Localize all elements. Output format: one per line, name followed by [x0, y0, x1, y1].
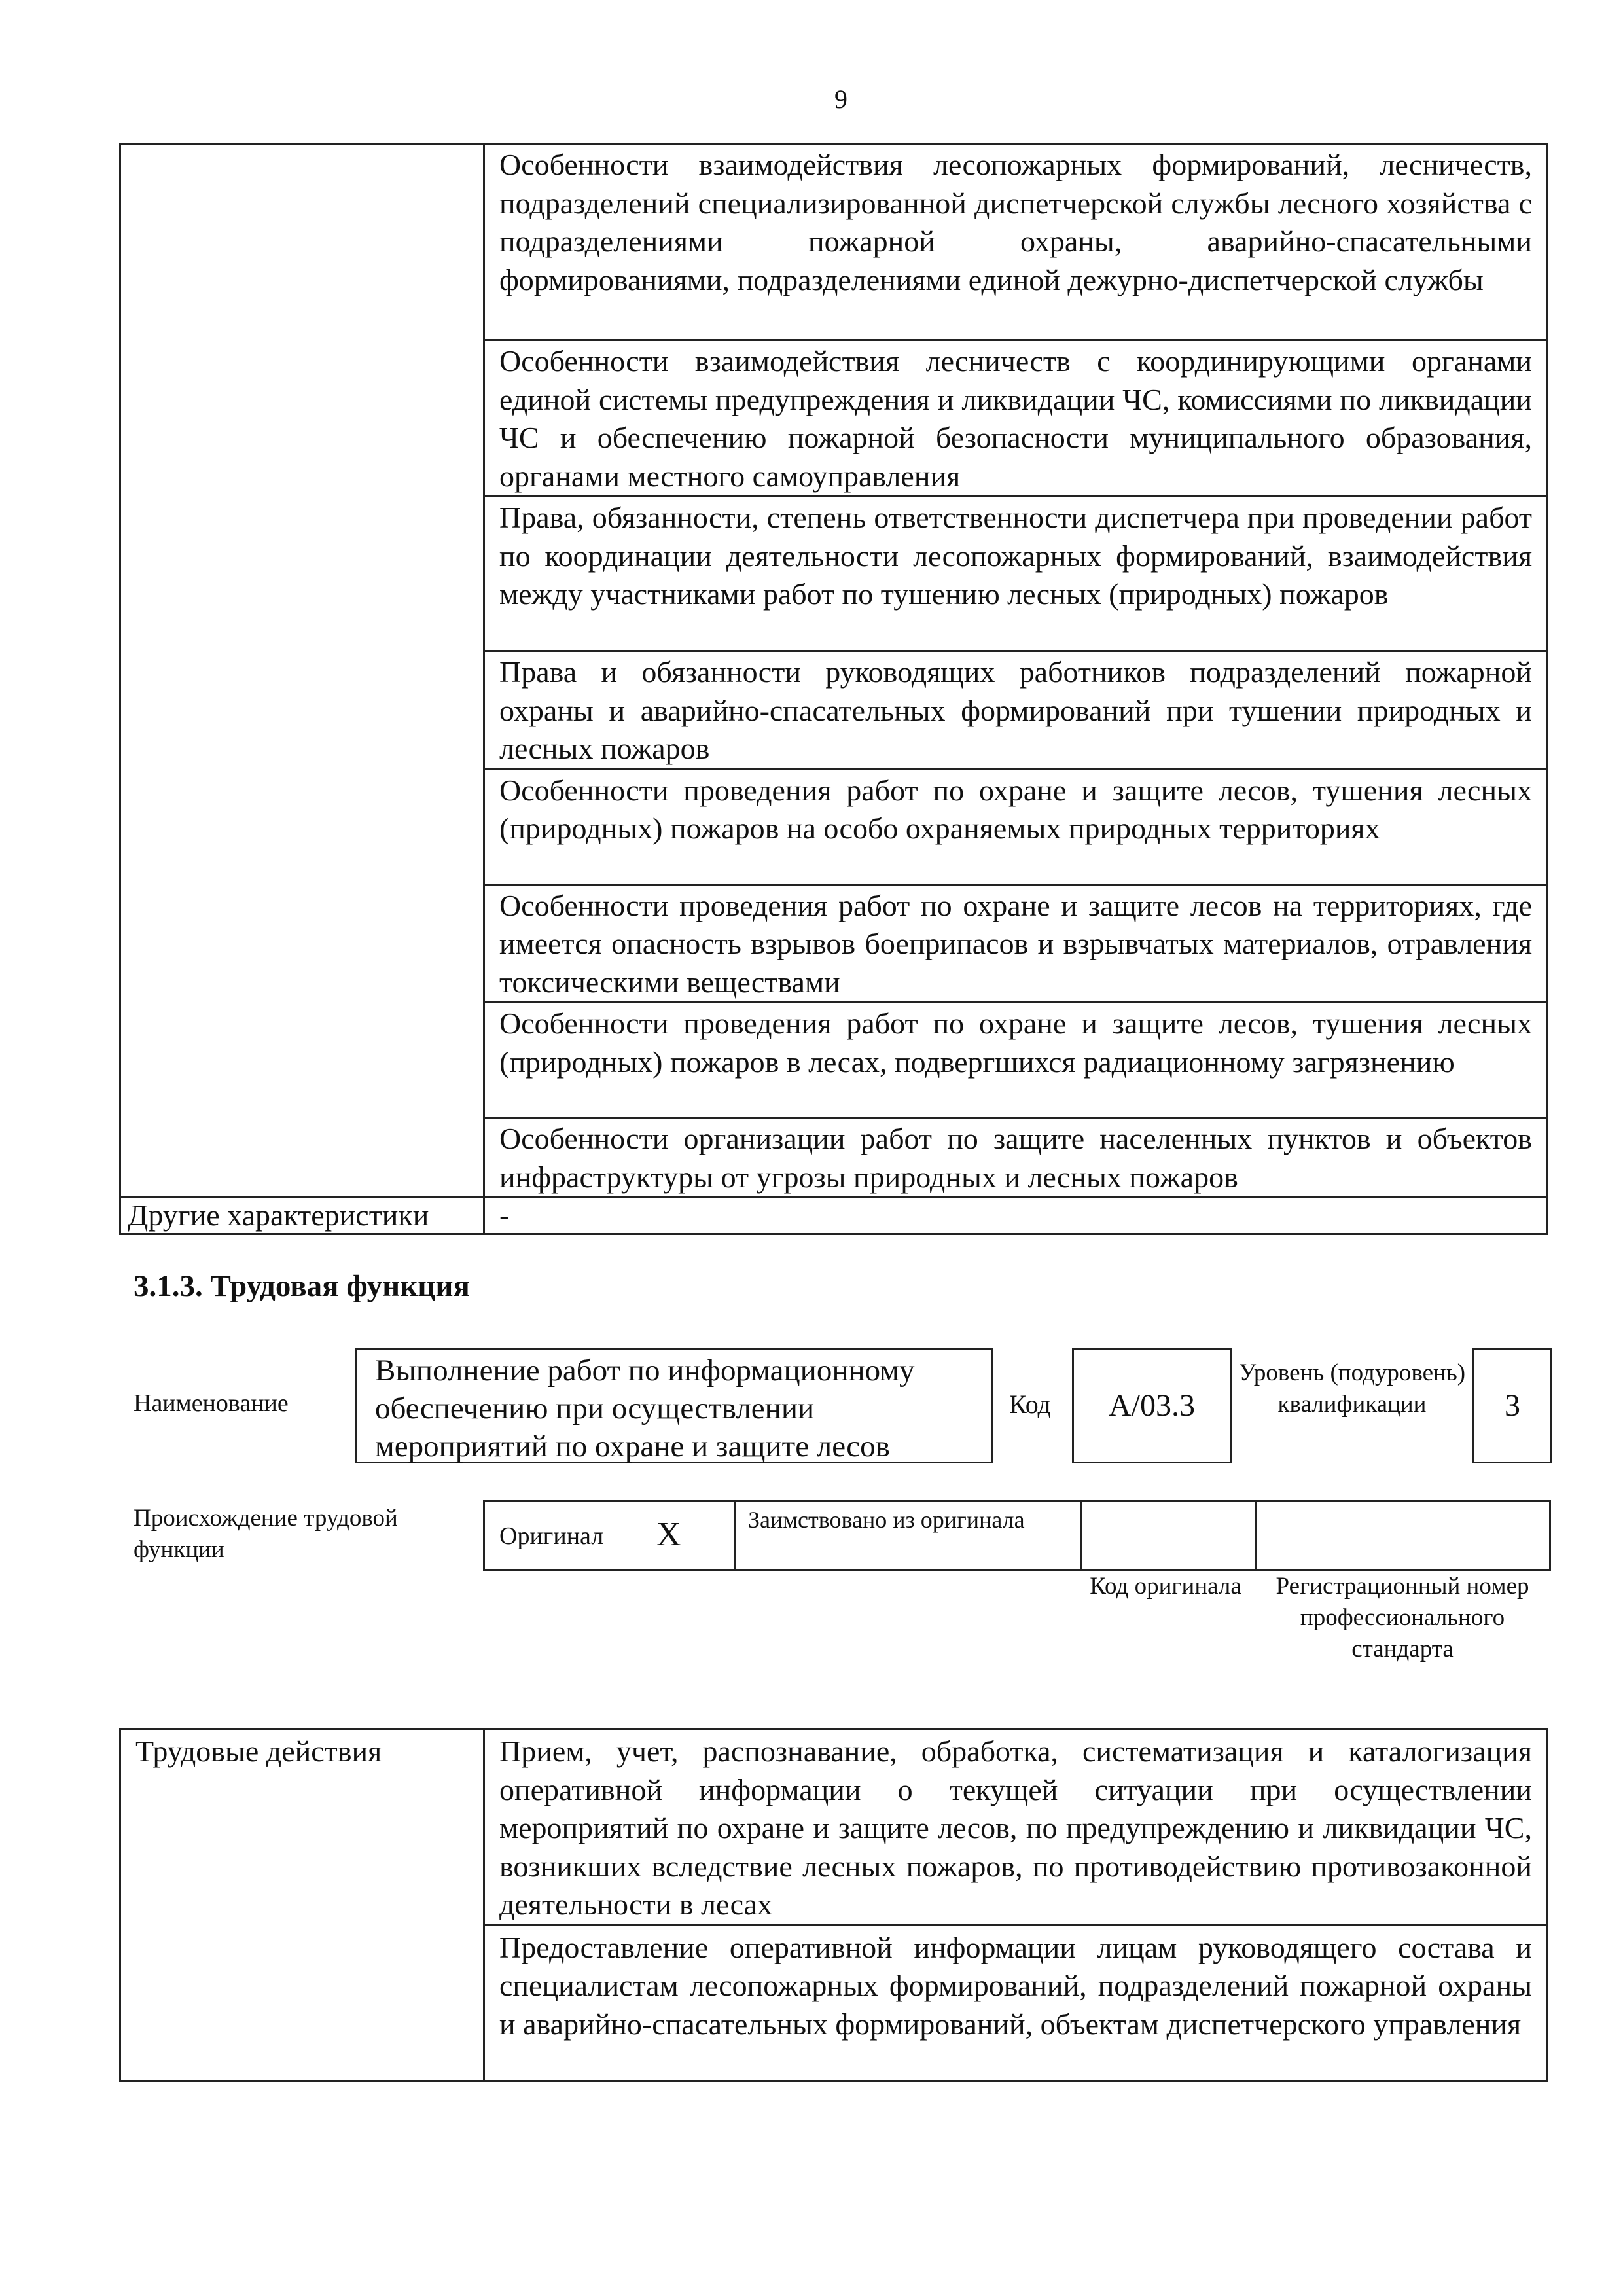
labor-actions-table [119, 1728, 1548, 2082]
origin-reg-number-cell [1255, 1502, 1551, 1569]
table-row: Особенности проведения работ по охране и защите лесов на территориях, где имеется опасность взрывов боеприпасов и взрывчатых материалов, отравления токсическими веществами [484, 884, 1548, 1003]
table-row: Права и обязанности руководящих работников подразделений пожарной охраны и аварийно-спасательных формирований при тушении природных и лесных пожаров [484, 651, 1548, 770]
other-characteristics-value: - [484, 1198, 1548, 1234]
empty-label-cell [120, 144, 484, 1198]
origin-code-cell [1080, 1502, 1257, 1569]
origin-borrowed-cell [734, 1502, 1082, 1569]
table-row: Особенности взаимодействия лесничеств с координирующими органами единой системы предупреждения и ликвидации ЧС, комиссиями по ликвидации ЧС и обеспечению пожарной безопасности муниципального образования, органами местного самоуправления [484, 340, 1548, 497]
other-characteristics-label: Другие характеристики [120, 1198, 484, 1234]
origin-original-cell [485, 1502, 736, 1569]
origin-label: Происхождение трудовой функции [134, 1505, 398, 1563]
table-row: Предоставление оперативной информации лицам руководящего состава и специалистам лесопожарных формирований, подразделений пожарной охраны и аварийно-спасательных формирований, объектам диспетчерского управления [484, 1925, 1548, 2081]
code-box [1072, 1348, 1232, 1463]
knowledge-table-continued [119, 143, 1548, 1235]
borrowed-label: Заимствовано из оригинала [748, 1507, 1025, 1533]
name-label: Наименование [134, 1390, 289, 1417]
table-row: Особенности взаимодействия лесопожарных формирований, лесничеств, подразделений специализированной диспетчерской службы лесного хозяйства с подразделениями пожарной охраны, аварийно-спасательными формированиями, подразделениями единой дежурно-диспетчерской службы [484, 144, 1548, 340]
page-number: 9 [834, 84, 847, 114]
table-row: Особенности проведения работ по охране и защите лесов, тушения лесных (природных) пожаров на особо охраняемых природных территориях [484, 769, 1548, 884]
level-label: Уровень (подуровень) квалификации [1238, 1359, 1466, 1418]
labor-actions-label: Трудовые действия [120, 1729, 484, 2081]
original-mark: X [656, 1516, 681, 1553]
level-box [1472, 1348, 1552, 1463]
table-row: Особенности проведения работ по охране и защите лесов, тушения лесных (природных) пожаров в лесах, подвергшихся радиационному загрязнению [484, 1003, 1548, 1118]
table-row: Прием, учет, распознавание, обработка, систематизация и каталогизация оперативной информации о текущей ситуации при осуществлении мероприятий по охране и защите лесов, по предупреждению и ликвидации ЧС, возникших вследствие лесных пожаров, по противодействию противозаконной деятельности в лесах [484, 1729, 1548, 1926]
table-row: Права, обязанности, степень ответственности диспетчера при проведении работ по координации деятельности лесопожарных формирований, взаимодействия между участниками работ по тушению лесных (природных) пожаров [484, 497, 1548, 651]
section-title: 3.1.3. Трудовая функция [134, 1269, 470, 1303]
function-name-box [355, 1348, 993, 1463]
code-original-caption: Код оригинала [1090, 1573, 1241, 1600]
code-value: A/03.3 [1109, 1388, 1195, 1423]
level-value: 3 [1505, 1388, 1520, 1423]
table-row: Особенности организации работ по защите населенных пунктов и объектов инфраструктуры от угрозы природных и лесных пожаров [484, 1118, 1548, 1198]
function-name-value: Выполнение работ по информационному обеспечению при осуществлении мероприятий по охране и защите лесов [375, 1354, 915, 1463]
original-label: Оригинал [499, 1522, 604, 1550]
code-label: Код [1009, 1390, 1051, 1419]
origin-row [483, 1500, 1551, 1571]
reg-number-caption: Регистрационный номер профессионального стандарта [1275, 1573, 1529, 1662]
